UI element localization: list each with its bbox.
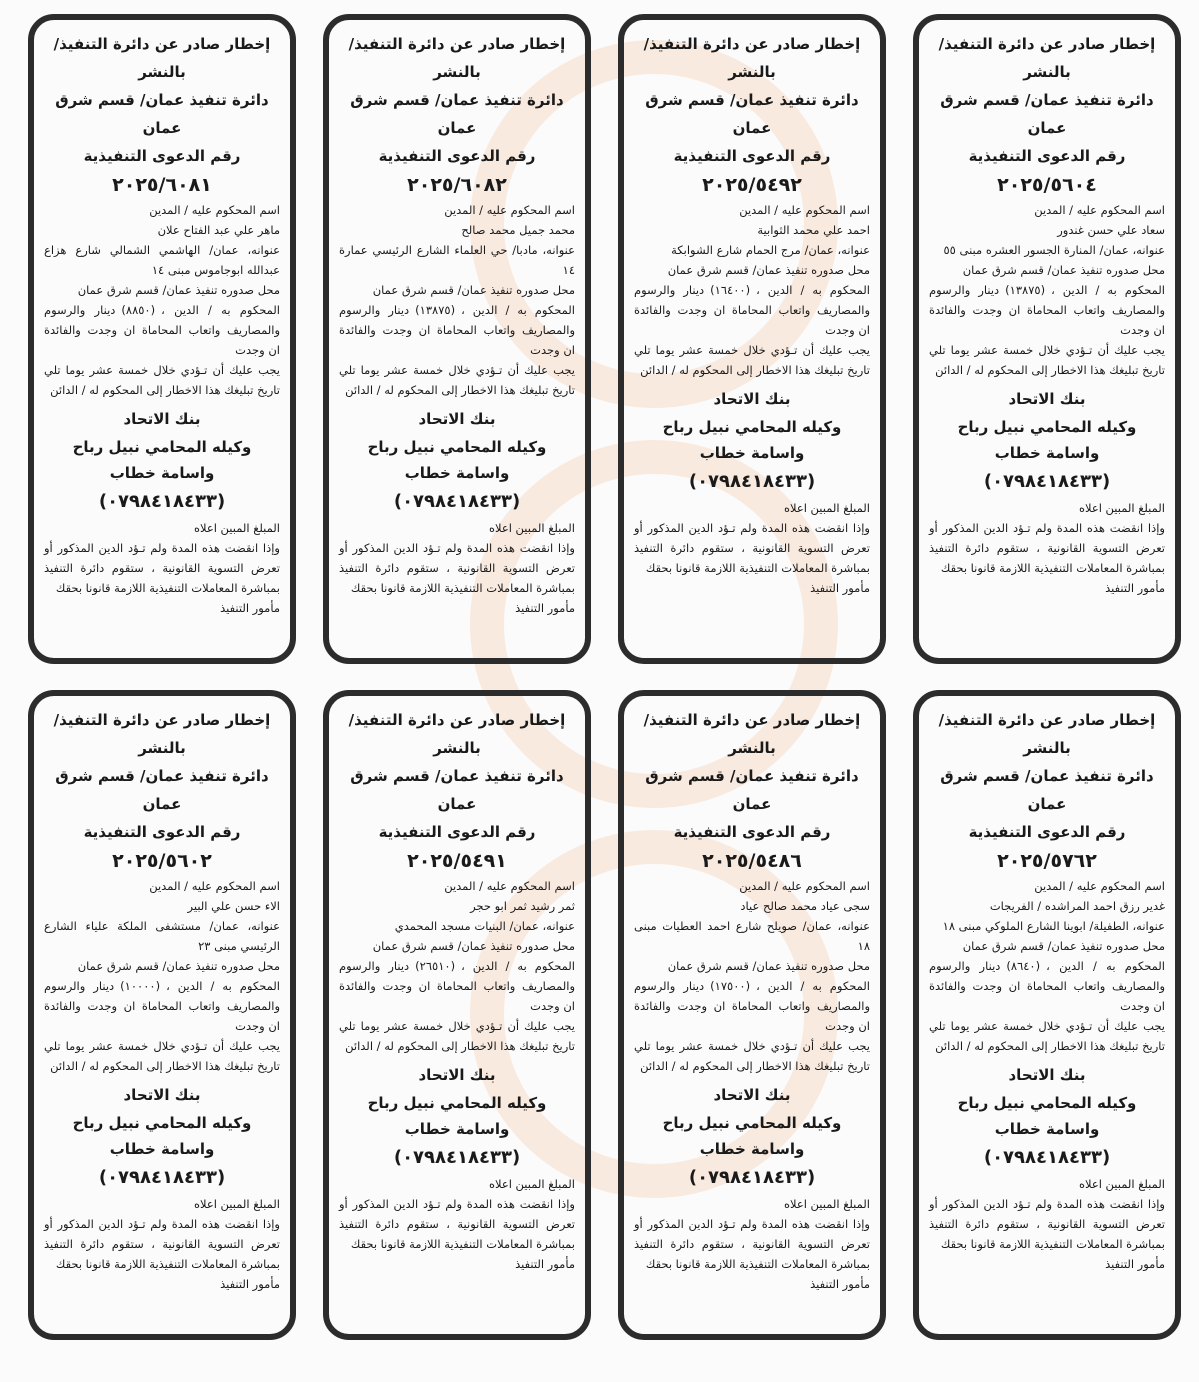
creditor-name: بنك الاتحاد (713, 1086, 791, 1104)
footer-text: وإذا انقضت هذه المدة ولم تـؤد الدين المذكور أو تعرض التسوية القانونية ، ستقوم دائرة التنفيذ بمباشرة المعاملات التنفيذية اللازمة قانونا بحقك (339, 1197, 575, 1251)
lawyer-phone: (٠٧٩٨٤١٨٤٣٣) (98, 1167, 226, 1188)
signature: مأمور التنفيذ (1105, 1257, 1165, 1271)
amount-line (634, 976, 870, 1036)
notice-title: إخطار صادر عن دائرة التنفيذ/ بالنشر (643, 35, 861, 81)
debtor-label: اسم المحكوم عليه / المدين (1034, 879, 1165, 893)
legal-notice-box (618, 690, 886, 1340)
debtor-name: سجى عياد محمد صالح عياد (740, 899, 870, 913)
payment-notice: يجب عليك أن تـؤدي خلال خمسة عشر يوما تلي تاريخ تبليغك هذا الاخطار إلى المحكوم له / الدائن (634, 343, 870, 377)
issuer: محل صدوره تنفيذ عمان/ قسم شرق عمان (77, 959, 280, 973)
debtor-label: اسم المحكوم عليه / المدين (739, 203, 870, 217)
debtor-address: عنوانه، عمان/ صويلح شارع احمد العطيات مبنى ١٨ (634, 919, 870, 953)
debtor-address: عنوانه، عمان/ البنيات مسجد المحمدي (394, 919, 575, 933)
amount-line (634, 280, 870, 340)
amount-prefix: المحكوم به / الدين ، (461, 959, 575, 973)
lawyer-name: وكيله المحامي نبيل رباح واسامة خطاب (662, 418, 842, 462)
amount-line (929, 280, 1165, 340)
notice-department: دائرة تنفيذ عمان/ قسم شرق عمان (55, 767, 269, 813)
debtor-name: ثمر رشيد ثمر ابو حجر (470, 899, 575, 913)
debtor-address: عنوانه، عمان/ مرج الحمام شارع الشوابكة (671, 243, 870, 257)
footer-text: وإذا انقضت هذه المدة ولم تـؤد الدين المذكور أو تعرض التسوية القانونية ، ستقوم دائرة التنفيذ بمباشرة المعاملات التنفيذية اللازمة قانونا بحقك (44, 541, 280, 595)
debtor-name: ماهر علي عبد الفتاح علان (157, 223, 280, 237)
amount-value: (١٣٨٧٥) (415, 303, 456, 317)
creditor-name: بنك الاتحاد (418, 410, 496, 428)
debtor-name: الاء حسن علي البير (187, 899, 280, 913)
lawyer-name: وكيله المحامي نبيل رباح واسامة خطاب (367, 438, 547, 482)
amount-suffix: دينار والرسوم والمصاريف واتعاب المحاماة ان وجدت والفائدة ان وجدت (634, 283, 870, 337)
case-number: ٢٠٢٥/٥٤٩١ (407, 850, 507, 872)
footer-label: المبلغ المبين اعلاه (1078, 501, 1165, 515)
lawyer-phone: (٠٧٩٨٤١٨٤٣٣) (98, 491, 226, 512)
issuer: محل صدوره تنفيذ عمان/ قسم شرق عمان (667, 959, 870, 973)
case-number-label: رقم الدعوى التنفيذية (378, 147, 536, 165)
creditor-name: بنك الاتحاد (1008, 390, 1086, 408)
payment-notice: يجب عليك أن تـؤدي خلال خمسة عشر يوما تلي تاريخ تبليغك هذا الاخطار إلى المحكوم له / الدائن (44, 363, 280, 397)
amount-value: (٨٦٤٠) (1006, 959, 1041, 973)
creditor-name: بنك الاتحاد (713, 390, 791, 408)
issuer: محل صدوره تنفيذ عمان/ قسم شرق عمان (667, 263, 870, 277)
case-number-label: رقم الدعوى التنفيذية (673, 823, 831, 841)
notice-department: دائرة تنفيذ عمان/ قسم شرق عمان (55, 91, 269, 137)
signature: مأمور التنفيذ (515, 1257, 575, 1271)
case-number: ٢٠٢٥/٥٤٨٦ (702, 850, 802, 872)
amount-value: (١٧٥٠٠) (710, 979, 751, 993)
issuer: محل صدوره تنفيذ عمان/ قسم شرق عمان (77, 283, 280, 297)
footer-label: المبلغ المبين اعلاه (193, 1197, 280, 1211)
notice-department: دائرة تنفيذ عمان/ قسم شرق عمان (350, 767, 564, 813)
amount-value: (١٠٠٠٠) (120, 979, 161, 993)
footer-text: وإذا انقضت هذه المدة ولم تـؤد الدين المذكور أو تعرض التسوية القانونية ، ستقوم دائرة التنفيذ بمباشرة المعاملات التنفيذية اللازمة قانونا بحقك (929, 521, 1165, 575)
legal-notice-box (323, 690, 591, 1340)
case-number-label: رقم الدعوى التنفيذية (673, 147, 831, 165)
lawyer-name: وكيله المحامي نبيل رباح واسامة خطاب (662, 1114, 842, 1158)
notice-department: دائرة تنفيذ عمان/ قسم شرق عمان (350, 91, 564, 137)
payment-notice: يجب عليك أن تـؤدي خلال خمسة عشر يوما تلي تاريخ تبليغك هذا الاخطار إلى المحكوم له / الدائن (634, 1039, 870, 1073)
debtor-address: عنوانه، الطفيلة/ ابوينا الشارع الملوكي مبنى ١٨ (942, 919, 1165, 933)
amount-line (339, 956, 575, 1016)
issuer: محل صدوره تنفيذ عمان/ قسم شرق عمان (962, 939, 1165, 953)
footer-text: وإذا انقضت هذه المدة ولم تـؤد الدين المذكور أو تعرض التسوية القانونية ، ستقوم دائرة التنفيذ بمباشرة المعاملات التنفيذية اللازمة قانونا بحقك (339, 541, 575, 595)
amount-value: (١٦٤٠٠) (710, 283, 751, 297)
amount-line (44, 976, 280, 1036)
amount-suffix: دينار والرسوم والمصاريف واتعاب المحاماة ان وجدت والفائدة ان وجدت (634, 979, 870, 1033)
footer-label: المبلغ المبين اعلاه (193, 521, 280, 535)
amount-prefix: المحكوم به / الدين ، (161, 303, 280, 317)
amount-value: (٨٨٥٠) (121, 303, 156, 317)
footer-label: المبلغ المبين اعلاه (783, 1197, 870, 1211)
amount-value: (١٣٨٧٥) (1005, 283, 1046, 297)
lawyer-name: وكيله المحامي نبيل رباح واسامة خطاب (72, 1114, 252, 1158)
amount-prefix: المحكوم به / الدين ، (1046, 959, 1165, 973)
footer-text: وإذا انقضت هذه المدة ولم تـؤد الدين المذكور أو تعرض التسوية القانونية ، ستقوم دائرة التنفيذ بمباشرة المعاملات التنفيذية اللازمة قانونا بحقك (44, 1217, 280, 1271)
case-number: ٢٠٢٥/٥٦٠٤ (997, 174, 1097, 196)
debtor-address: عنوانه، عمان/ مستشفى الملكة علياء الشارع الرئيسي مبنى ٢٣ (44, 919, 280, 953)
payment-notice: يجب عليك أن تـؤدي خلال خمسة عشر يوما تلي تاريخ تبليغك هذا الاخطار إلى المحكوم له / الدائن (44, 1039, 280, 1073)
legal-notice-box (913, 690, 1181, 1340)
legal-notice-box (618, 14, 886, 664)
creditor-name: بنك الاتحاد (123, 1086, 201, 1104)
notice-title: إخطار صادر عن دائرة التنفيذ/ بالنشر (643, 711, 861, 757)
case-number: ٢٠٢٥/٥٦٠٢ (112, 850, 212, 872)
amount-prefix: المحكوم به / الدين ، (1051, 283, 1165, 297)
lawyer-name: وكيله المحامي نبيل رباح واسامة خطاب (367, 1094, 547, 1138)
footer-label: المبلغ المبين اعلاه (488, 1177, 575, 1191)
debtor-label: اسم المحكوم عليه / المدين (1034, 203, 1165, 217)
signature: مأمور التنفيذ (1105, 581, 1165, 595)
notice-title: إخطار صادر عن دائرة التنفيذ/ بالنشر (53, 35, 271, 81)
debtor-label: اسم المحكوم عليه / المدين (444, 879, 575, 893)
debtor-label: اسم المحكوم عليه / المدين (149, 879, 280, 893)
signature: مأمور التنفيذ (810, 1277, 870, 1291)
amount-suffix: دينار والرسوم والمصاريف واتعاب المحاماة ان وجدت والفائدة ان وجدت (339, 303, 575, 357)
legal-notice-box (28, 14, 296, 664)
lawyer-name: وكيله المحامي نبيل رباح واسامة خطاب (957, 418, 1137, 462)
notice-title: إخطار صادر عن دائرة التنفيذ/ بالنشر (53, 711, 271, 757)
case-number: ٢٠٢٥/٥٧٦٢ (997, 850, 1097, 872)
legal-notice-box (913, 14, 1181, 664)
debtor-address: عنوانه، عمان/ الهاشمي الشمالي شارع هزاع عبدالله ابوجاموس مبنى ١٤ (44, 243, 280, 277)
debtor-name: غدير رزق احمد المراشده / الفريجات (989, 899, 1165, 913)
amount-suffix: دينار والرسوم والمصاريف واتعاب المحاماة ان وجدت والفائدة ان وجدت (44, 303, 280, 357)
case-number: ٢٠٢٥/٥٤٩٢ (702, 174, 802, 196)
lawyer-phone: (٠٧٩٨٤١٨٤٣٣) (983, 471, 1111, 492)
creditor-name: بنك الاتحاد (1008, 1066, 1086, 1084)
amount-prefix: المحكوم به / الدين ، (756, 979, 870, 993)
lawyer-phone: (٠٧٩٨٤١٨٤٣٣) (393, 491, 521, 512)
notice-title: إخطار صادر عن دائرة التنفيذ/ بالنشر (348, 35, 566, 81)
amount-suffix: دينار والرسوم والمصاريف واتعاب المحاماة ان وجدت والفائدة ان وجدت (929, 283, 1165, 337)
case-number: ٢٠٢٥/٦٠٨١ (112, 174, 212, 196)
issuer: محل صدوره تنفيذ عمان/ قسم شرق عمان (962, 263, 1165, 277)
footer-text: وإذا انقضت هذه المدة ولم تـؤد الدين المذكور أو تعرض التسوية القانونية ، ستقوم دائرة التنفيذ بمباشرة المعاملات التنفيذية اللازمة قانونا بحقك (634, 521, 870, 575)
lawyer-name: وكيله المحامي نبيل رباح واسامة خطاب (72, 438, 252, 482)
signature: مأمور التنفيذ (220, 1277, 280, 1291)
creditor-name: بنك الاتحاد (123, 410, 201, 428)
amount-line (339, 300, 575, 360)
legal-notice-box (28, 690, 296, 1340)
amount-prefix: المحكوم به / الدين ، (166, 979, 280, 993)
issuer: محل صدوره تنفيذ عمان/ قسم شرق عمان (372, 939, 575, 953)
amount-suffix: دينار والرسوم والمصاريف واتعاب المحاماة ان وجدت والفائدة ان وجدت (929, 959, 1165, 1013)
footer-text: وإذا انقضت هذه المدة ولم تـؤد الدين المذكور أو تعرض التسوية القانونية ، ستقوم دائرة التنفيذ بمباشرة المعاملات التنفيذية اللازمة قانونا بحقك (634, 1217, 870, 1271)
amount-prefix: المحكوم به / الدين ، (461, 303, 575, 317)
case-number: ٢٠٢٥/٦٠٨٢ (407, 174, 507, 196)
case-number-label: رقم الدعوى التنفيذية (83, 147, 241, 165)
notice-department: دائرة تنفيذ عمان/ قسم شرق عمان (645, 767, 859, 813)
debtor-name: محمد جميل محمد صالح (461, 223, 575, 237)
payment-notice: يجب عليك أن تـؤدي خلال خمسة عشر يوما تلي تاريخ تبليغك هذا الاخطار إلى المحكوم له / الدائن (339, 363, 575, 397)
amount-value: (٢٦٥١٠) (415, 959, 456, 973)
debtor-address: عنوانه، مادبا/ حي العلماء الشارع الرئيسي عمارة ١٤ (339, 243, 575, 277)
debtor-address: عنوانه، عمان/ المنارة الجسور العشره مبنى ٥٥ (943, 243, 1165, 257)
case-number-label: رقم الدعوى التنفيذية (968, 147, 1126, 165)
case-number-label: رقم الدعوى التنفيذية (968, 823, 1126, 841)
amount-line (929, 956, 1165, 1016)
debtor-label: اسم المحكوم عليه / المدين (149, 203, 280, 217)
creditor-name: بنك الاتحاد (418, 1066, 496, 1084)
case-number-label: رقم الدعوى التنفيذية (378, 823, 536, 841)
payment-notice: يجب عليك أن تـؤدي خلال خمسة عشر يوما تلي تاريخ تبليغك هذا الاخطار إلى المحكوم له / الدائن (339, 1019, 575, 1053)
amount-suffix: دينار والرسوم والمصاريف واتعاب المحاماة ان وجدت والفائدة ان وجدت (44, 979, 280, 1033)
footer-label: المبلغ المبين اعلاه (488, 521, 575, 535)
lawyer-phone: (٠٧٩٨٤١٨٤٣٣) (393, 1147, 521, 1168)
notice-title: إخطار صادر عن دائرة التنفيذ/ بالنشر (938, 35, 1156, 81)
notice-department: دائرة تنفيذ عمان/ قسم شرق عمان (645, 91, 859, 137)
payment-notice: يجب عليك أن تـؤدي خلال خمسة عشر يوما تلي تاريخ تبليغك هذا الاخطار إلى المحكوم له / الدائن (929, 1019, 1165, 1053)
signature: مأمور التنفيذ (515, 601, 575, 615)
footer-text: وإذا انقضت هذه المدة ولم تـؤد الدين المذكور أو تعرض التسوية القانونية ، ستقوم دائرة التنفيذ بمباشرة المعاملات التنفيذية اللازمة قانونا بحقك (929, 1197, 1165, 1251)
signature: مأمور التنفيذ (220, 601, 280, 615)
debtor-label: اسم المحكوم عليه / المدين (739, 879, 870, 893)
debtor-label: اسم المحكوم عليه / المدين (444, 203, 575, 217)
amount-suffix: دينار والرسوم والمصاريف واتعاب المحاماة ان وجدت والفائدة ان وجدت (339, 959, 575, 1013)
debtor-name: احمد علي محمد الثوابية (757, 223, 870, 237)
amount-prefix: المحكوم به / الدين ، (756, 283, 870, 297)
lawyer-phone: (٠٧٩٨٤١٨٤٣٣) (983, 1147, 1111, 1168)
payment-notice: يجب عليك أن تـؤدي خلال خمسة عشر يوما تلي تاريخ تبليغك هذا الاخطار إلى المحكوم له / الدائن (929, 343, 1165, 377)
footer-label: المبلغ المبين اعلاه (1078, 1177, 1165, 1191)
signature: مأمور التنفيذ (810, 581, 870, 595)
notice-department: دائرة تنفيذ عمان/ قسم شرق عمان (940, 767, 1154, 813)
legal-notice-box (323, 14, 591, 664)
footer-label: المبلغ المبين اعلاه (783, 501, 870, 515)
notice-title: إخطار صادر عن دائرة التنفيذ/ بالنشر (348, 711, 566, 757)
case-number-label: رقم الدعوى التنفيذية (83, 823, 241, 841)
issuer: محل صدوره تنفيذ عمان/ قسم شرق عمان (372, 283, 575, 297)
notice-title: إخطار صادر عن دائرة التنفيذ/ بالنشر (938, 711, 1156, 757)
notice-department: دائرة تنفيذ عمان/ قسم شرق عمان (940, 91, 1154, 137)
lawyer-phone: (٠٧٩٨٤١٨٤٣٣) (688, 471, 816, 492)
debtor-name: سعاد علي حسن غندور (1057, 223, 1165, 237)
lawyer-name: وكيله المحامي نبيل رباح واسامة خطاب (957, 1094, 1137, 1138)
lawyer-phone: (٠٧٩٨٤١٨٤٣٣) (688, 1167, 816, 1188)
amount-line (44, 300, 280, 360)
